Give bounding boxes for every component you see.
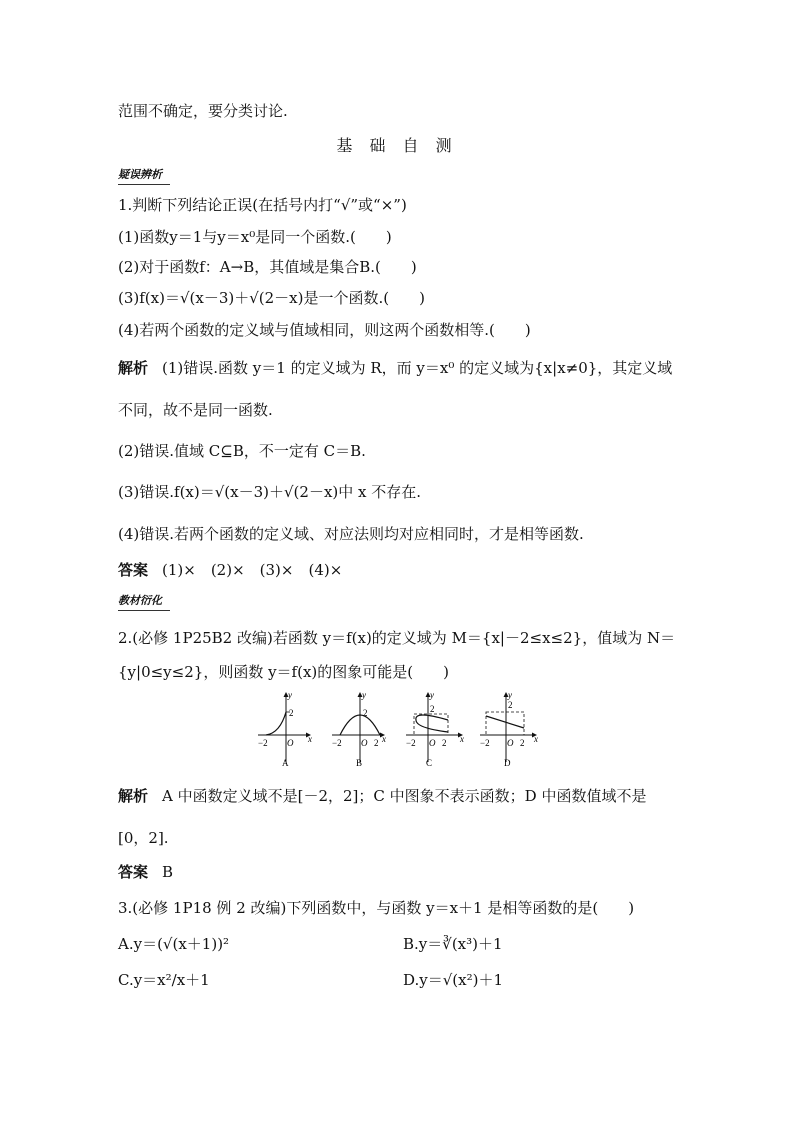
fig-d-tick-2-x: 2: [520, 738, 525, 748]
fig-a-y: y: [288, 690, 292, 700]
figure-c: [406, 690, 464, 768]
fig-b-tick-2-y: 2: [363, 708, 368, 718]
q1-analysis-line-2: 不同，故不是同一函数.: [118, 401, 273, 419]
fig-a-tick-neg2: −2: [258, 738, 268, 748]
q3-stem: 3.(必修 1P18 例 2 改编)下列函数中，与函数 y＝x＋1 是相等函数的是( ): [118, 899, 635, 917]
q1-item-4: (4)若两个函数的定义域与值域相同，则这两个函数相等.( ): [118, 321, 531, 339]
q2-answer-line: [118, 862, 173, 882]
q1-item-1: (1)函数y＝1与y＝x⁰是同一个函数.( ): [118, 228, 392, 246]
figure-b: [332, 690, 386, 768]
tag-error-analysis: 疑误辨析: [118, 168, 162, 181]
fig-a-tick-2: 2: [289, 708, 294, 718]
fig-c-tick-2-y: 2: [430, 704, 435, 714]
fig-b-x: x: [382, 734, 386, 744]
fig-b-tick-neg2: −2: [332, 738, 342, 748]
section-title: 基 础 自 测: [336, 136, 458, 155]
tag-textbook: 教材衍化: [118, 594, 162, 607]
q1-answer: (1)× (2)× (3)× (4)×: [162, 561, 343, 579]
q2-analysis-text-1: A 中函数定义域不是[－2，2]；C 中图象不表示函数；D 中函数值域不是: [162, 787, 647, 805]
q3-option-b: B.y＝∛(x³)＋1: [403, 935, 503, 953]
q1-item-2: (2)对于函数f：A→B，其值域是集合B.( ): [118, 258, 417, 276]
fig-d-x: x: [534, 734, 538, 744]
q3-option-a: A.y＝(√(x＋1))²: [118, 935, 230, 953]
fig-c-tick-2-x: 2: [442, 738, 447, 748]
fig-d-tick-neg2: −2: [480, 738, 490, 748]
figure-a: [258, 690, 312, 768]
fig-c-y: y: [430, 690, 434, 700]
intro-text: 范围不确定，要分类讨论.: [118, 102, 288, 120]
fig-b-y: y: [362, 690, 366, 700]
q1-analysis-line-3: (2)错误.值域 C⊆B，不一定有 C＝B.: [118, 442, 366, 460]
q3-option-d: D.y＝√(x²)＋1: [403, 971, 504, 989]
fig-label-d: D: [504, 758, 511, 768]
fig-c-x: x: [460, 734, 464, 744]
fig-d-y: y: [508, 690, 512, 700]
fig-b-tick-2-x: 2: [374, 738, 379, 748]
q2-analysis-line-1: [118, 786, 646, 806]
answer-label: 答案: [118, 561, 149, 579]
fig-label-b: B: [356, 758, 363, 768]
fig-a-x: x: [308, 734, 312, 744]
fig-d-origin: O: [507, 738, 514, 748]
q1-stem: 1.判断下列结论正误(在括号内打“√”或“×”): [118, 196, 407, 214]
fig-c-tick-neg2: −2: [406, 738, 416, 748]
fig-a-origin: O: [287, 738, 294, 748]
q1-analysis-line-5: (4)错误.若两个函数的定义域、对应法则均对应相同时，才是相等函数.: [118, 525, 584, 543]
q2-analysis-label: 解析: [118, 787, 149, 805]
q2-figures-svg: [250, 690, 540, 770]
q2-stem-1: 2.(必修 1P25B2 改编)若函数 y＝f(x)的定义域为 M＝{x|－2≤x≤2}，值域为 N＝: [118, 629, 676, 647]
q3-option-c: C.y＝x²/x＋1: [118, 971, 210, 989]
figure-d: [480, 690, 538, 768]
q1-analysis-line-1: [118, 358, 672, 378]
fig-b-origin: O: [361, 738, 368, 748]
q2-answer-label: 答案: [118, 863, 149, 881]
q1-item-3: (3)f(x)＝√(x－3)＋√(2－x)是一个函数.( ): [118, 289, 425, 307]
q2-answer: B: [162, 863, 174, 881]
fig-c-origin: O: [429, 738, 436, 748]
fig-label-a: A: [282, 758, 289, 768]
q2-figures: [250, 690, 540, 770]
analysis-label: 解析: [118, 359, 149, 377]
q2-stem-2: {y|0≤y≤2}，则函数 y＝f(x)的图象可能是( ): [118, 663, 449, 681]
fig-d-tick-2-y: 2: [508, 700, 513, 710]
fig-label-c: C: [426, 758, 433, 768]
q2-analysis-line-2: [0，2].: [118, 829, 169, 847]
q1-analysis-line-4: (3)错误.f(x)＝√(x－3)＋√(2－x)中 x 不存在.: [118, 483, 422, 501]
q1-answer-line: [118, 560, 342, 580]
q1-analysis-text-1: (1)错误.函数 y＝1 的定义域为 R，而 y＝x⁰ 的定义域为{x|x≠0}，其定义域: [162, 359, 673, 377]
